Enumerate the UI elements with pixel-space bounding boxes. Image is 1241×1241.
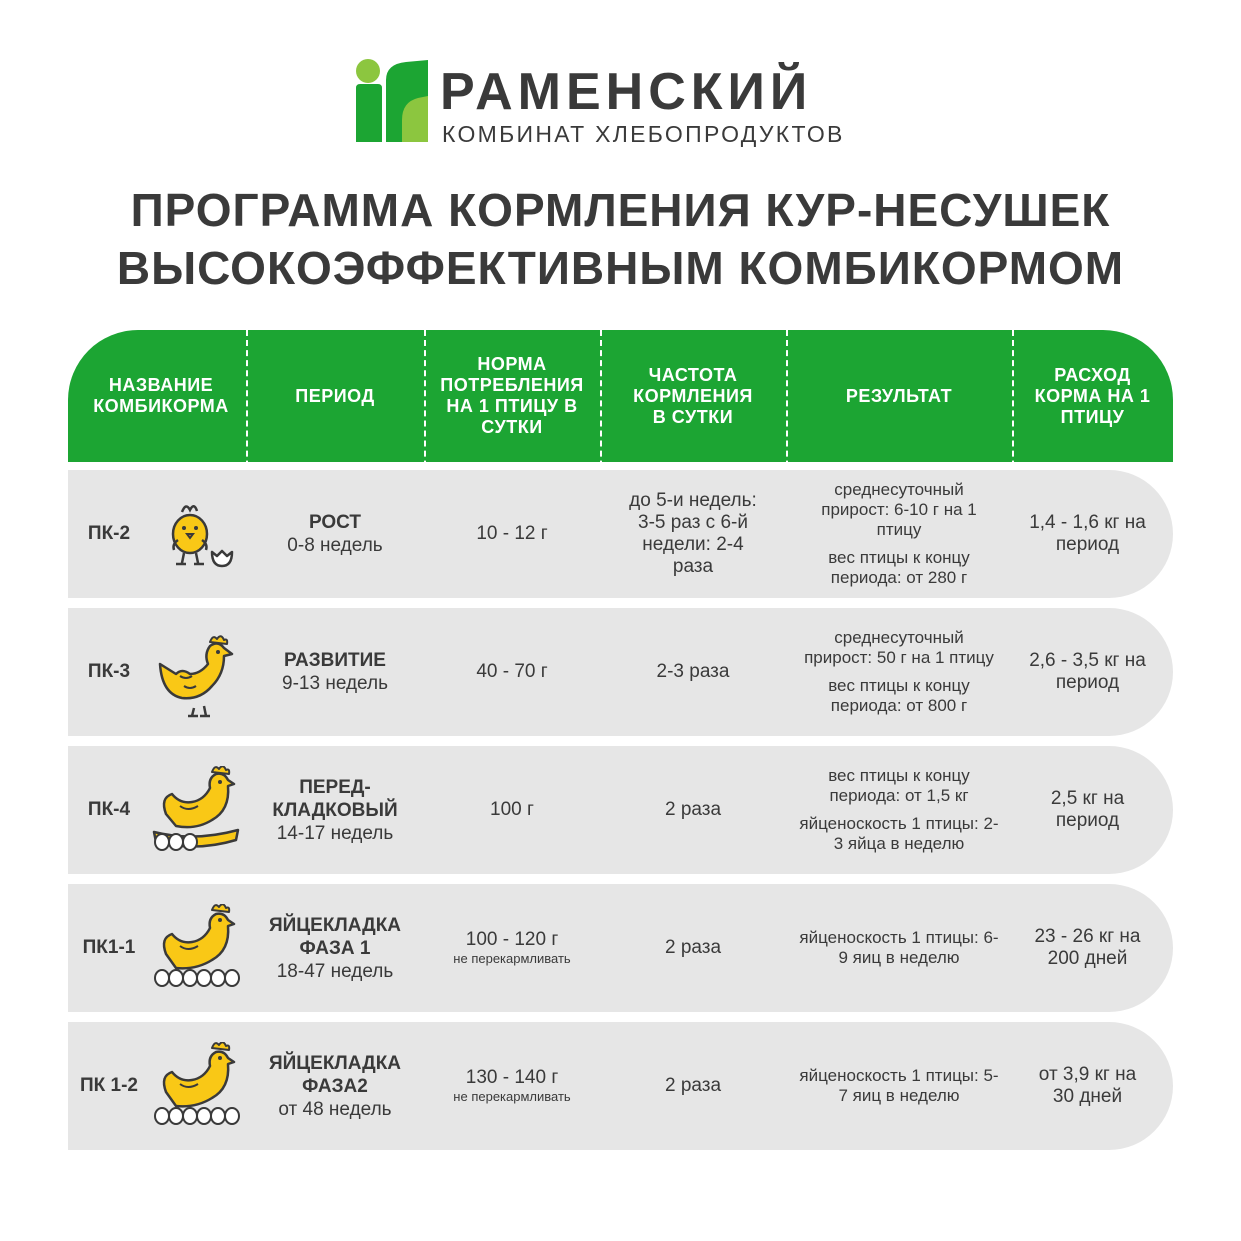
consumption-value: 23 - 26 кг на 200 дней	[1034, 926, 1141, 969]
norm-value: 100 - 120 г	[465, 929, 559, 950]
period-name: РОСТ	[308, 512, 362, 533]
period-cell	[246, 884, 424, 1012]
norm-cell	[424, 884, 600, 1012]
norm-note: не перекармливать	[453, 1089, 571, 1104]
chick-icon	[150, 490, 240, 580]
consumption-value: 1,4 - 1,6 кг на период	[1029, 512, 1146, 555]
header-frequency: ЧАСТОТА КОРМЛЕНИЯ В СУТКИ	[633, 364, 753, 427]
period-range: 9-13 недель	[282, 673, 388, 694]
norm-cell	[424, 746, 600, 874]
frequency-value: 2-3 раза	[656, 661, 730, 682]
result-line-2: вес птицы к концу периода: от 280 г	[828, 548, 970, 587]
frequency-value: 2 раза	[664, 1075, 722, 1096]
table-header	[68, 330, 1173, 462]
feed-code: ПК-3	[87, 661, 131, 682]
nesting-hen-icon	[150, 766, 240, 856]
period-range: от 48 недель	[278, 1098, 392, 1120]
table-row	[68, 470, 1173, 598]
young-hen-icon	[150, 628, 240, 718]
period-cell	[246, 1022, 424, 1150]
period-name: РАЗВИТИЕ	[284, 650, 386, 671]
table-row	[68, 884, 1173, 1012]
result-cell	[786, 884, 1012, 1012]
norm-note: не перекармливать	[453, 951, 571, 966]
period-range: 0-8 недель	[287, 535, 383, 556]
period-range: 14-17 недель	[276, 822, 394, 844]
result-line-1: среднесуточный прирост: 50 г на 1 птицу	[804, 628, 994, 667]
period-cell	[246, 746, 424, 874]
norm-value: 130 - 140 г	[465, 1067, 559, 1088]
period-range: 18-47 недель	[276, 960, 394, 982]
norm-cell	[424, 1022, 600, 1150]
result-cell	[786, 746, 1012, 874]
company-logo	[352, 58, 912, 148]
header-result: РЕЗУЛЬТАТ	[845, 385, 953, 406]
laying-hen-icon	[150, 904, 240, 994]
brand-name: РАМЕНСКИЙ	[440, 63, 813, 121]
feed-code: ПК-2	[87, 523, 131, 544]
table-row	[68, 608, 1173, 736]
result-cell	[786, 608, 1012, 736]
result-cell	[786, 470, 1012, 598]
laying-hen-icon	[150, 1042, 240, 1132]
period-name-2: ФАЗА2	[302, 1075, 368, 1097]
norm-value: 40 - 70 г	[476, 661, 548, 682]
feed-code: ПК-4	[87, 799, 131, 820]
period-name-2: КЛАДКОВЫЙ	[272, 799, 398, 821]
result-line-2: вес птицы к концу периода: от 800 г	[828, 676, 970, 715]
page-title-line-1: ПРОГРАММА КОРМЛЕНИЯ КУР-НЕСУШЕК	[130, 184, 1111, 236]
feed-code: ПК 1-2	[80, 1075, 138, 1096]
consumption-value: 2,5 кг на период	[1050, 788, 1125, 831]
consumption-value: от 3,9 кг на 30 дней	[1038, 1064, 1137, 1107]
result-cell	[786, 1022, 1012, 1150]
result-line-1: яйценоскость 1 птицы: 5-7 яиц в неделю	[799, 1066, 999, 1105]
consumption-value: 2,6 - 3,5 кг на период	[1029, 650, 1146, 693]
period-name: ПЕРЕД-	[299, 776, 371, 798]
result-line-1: вес птицы к концу периода: от 1,5 кг	[828, 766, 970, 805]
result-line-1: среднесуточный прирост: 6-10 г на 1 птицу	[821, 480, 977, 539]
period-name: ЯЙЦЕКЛАДКА	[268, 1052, 402, 1074]
norm-value: 100 г	[490, 799, 534, 820]
frequency-value: 2 раза	[664, 937, 722, 958]
table-row	[68, 746, 1173, 874]
page-title-line-2: ВЫСОКОЭФФЕКТИВНЫМ КОМБИКОРМОМ	[116, 242, 1125, 294]
result-line-2: яйценоскость 1 птицы: 2-3 яйца в неделю	[799, 814, 999, 853]
period-cell	[246, 470, 424, 598]
table-row	[68, 1022, 1173, 1150]
period-name-2: ФАЗА 1	[299, 937, 371, 959]
result-line-1: яйценоскость 1 птицы: 6-9 яиц в неделю	[799, 928, 999, 967]
norm-value: 10 - 12 г	[476, 523, 548, 544]
header-consumption: РАСХОД КОРМА НА 1 ПТИЦУ	[1034, 364, 1151, 427]
feed-code: ПК1-1	[82, 937, 136, 958]
frequency-value: до 5-и недель: 3-5 раз с 6-й недели: 2-4 раза	[629, 490, 757, 577]
period-name: ЯЙЦЕКЛАДКА	[268, 914, 402, 936]
frequency-value: 2 раза	[664, 799, 722, 820]
brand-subtitle: КОМБИНАТ ХЛЕБОПРОДУКТОВ	[442, 121, 845, 147]
header-period: ПЕРИОД	[295, 385, 375, 406]
period-cell	[246, 608, 424, 736]
logo-mark-icon	[352, 58, 432, 146]
header-name: НАЗВАНИЕ КОМБИКОРМА	[93, 375, 229, 416]
norm-cell	[424, 470, 600, 598]
norm-cell	[424, 608, 600, 736]
header-norm: НОРМА ПОТРЕБЛЕНИЯ НА 1 ПТИЦУ В СУТКИ	[440, 354, 584, 437]
